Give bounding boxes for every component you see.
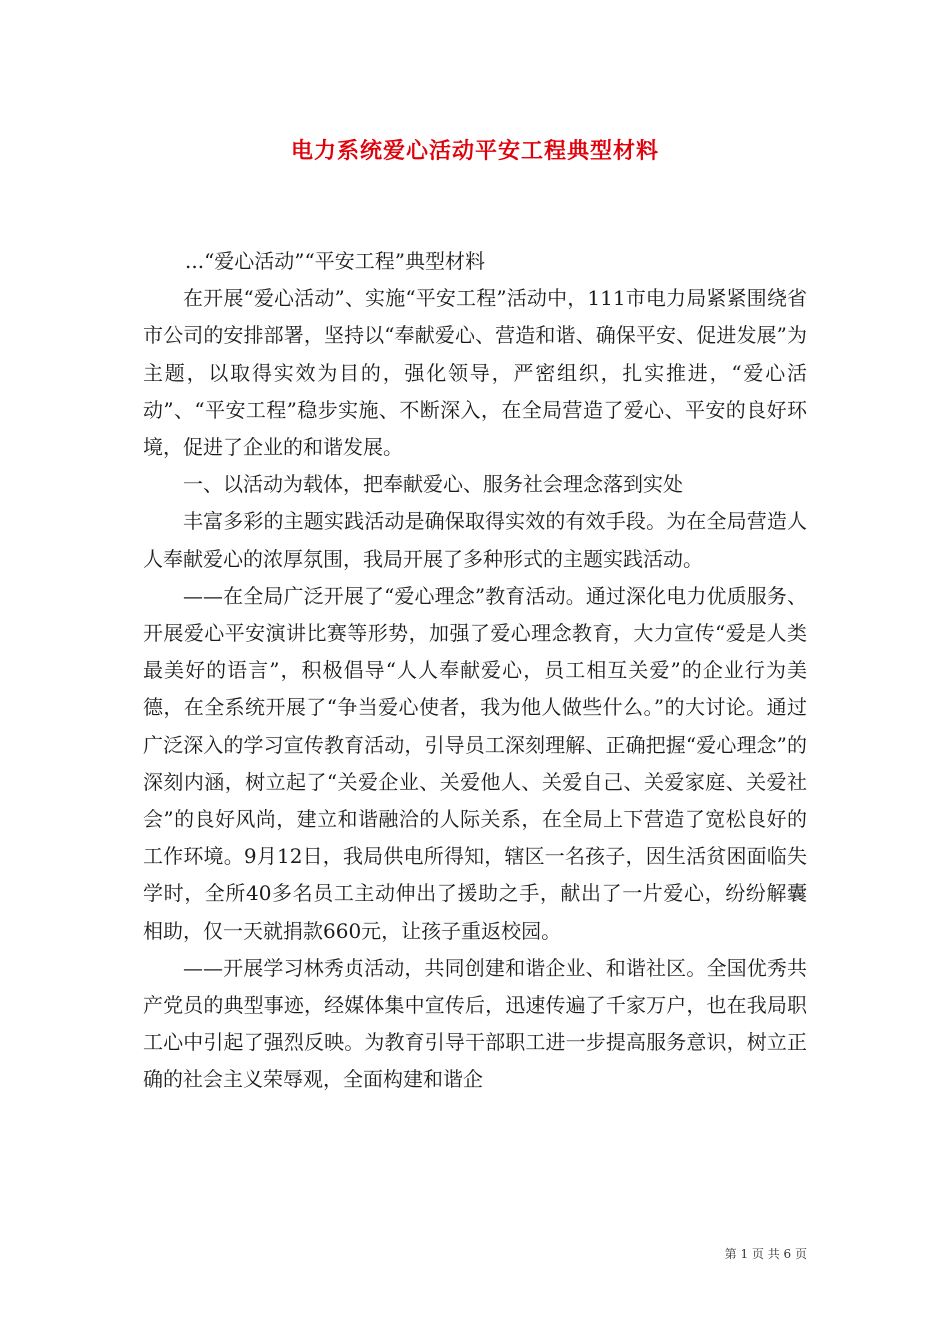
body-paragraph: ——在全局广泛开展了“爱心理念”教育活动。通过深化电力优质服务、开展爱心平安演讲比赛等形势，加强了爱心理念教育，大力宣传“爱是人类最美好的语言”，积极倡导“人人奉献爱心，员工相互关爱”的企业行为美德，在全系统开展了“争当爱心使者，我为他人做些什么。”的大讨论。通过广泛深入的学习宣传教育活动，引导员工深刻理解、正确把握“爱心理念”的深刻内涵，树立起了“关爱企业、关爱他人、关爱自己、关爱家庭、关爱社会”的良好风尚，建立和谐融洽的人际关系，在全局上下营造了宽松良好的工作环境。9月12日，我局供电所得知，辖区一名孩子，因生活贫困面临失学时，全所40多名员工主动伸出了援助之手，献出了一片爱心，纷纷解囊相助，仅一天就捐款660元，让孩子重返校园。: [143, 583, 807, 943]
page-number: 第 1 页 共 6 页: [724, 1247, 807, 1261]
body-paragraph: 丰富多彩的主题实践活动是确保取得实效的有效手段。为在全局营造人人奉献爱心的浓厚氛围，我局开展了多种形式的主题实践活动。: [143, 509, 807, 571]
document-title: 电力系统爱心活动平安工程典型材料: [290, 138, 659, 164]
body-paragraph: ——开展学习林秀贞活动，共同创建和谐企业、和谐社区。全国优秀共产党员的典型事迹，经媒体集中宣传后，迅速传遍了千家万户，也在我局职工心中引起了强烈反映。为教育引导干部职工进一步提高服务意识，树立正确的社会主义荣辱观，全面构建和谐企: [143, 955, 807, 1092]
intro-paragraph: 在开展“爱心活动”、实施“平安工程”活动中，111市电力局紧紧围绕省市公司的安排部署，坚持以“奉献爱心、营造和谐、确保平安、促进发展”为主题，以取得实效为目的，强化领导，严密组织，扎实推进，“爱心活动”、“平安工程”稳步实施、不断深入，在全局营造了爱心、平安的良好环境，促进了企业的和谐发展。: [143, 286, 807, 460]
document-subtitle: ...“爱心活动”“平安工程”典型材料: [185, 249, 485, 273]
document-body: [143, 243, 807, 1099]
section-heading: 一、以活动为载体，把奉献爱心、服务社会理念落到实处: [183, 472, 683, 497]
